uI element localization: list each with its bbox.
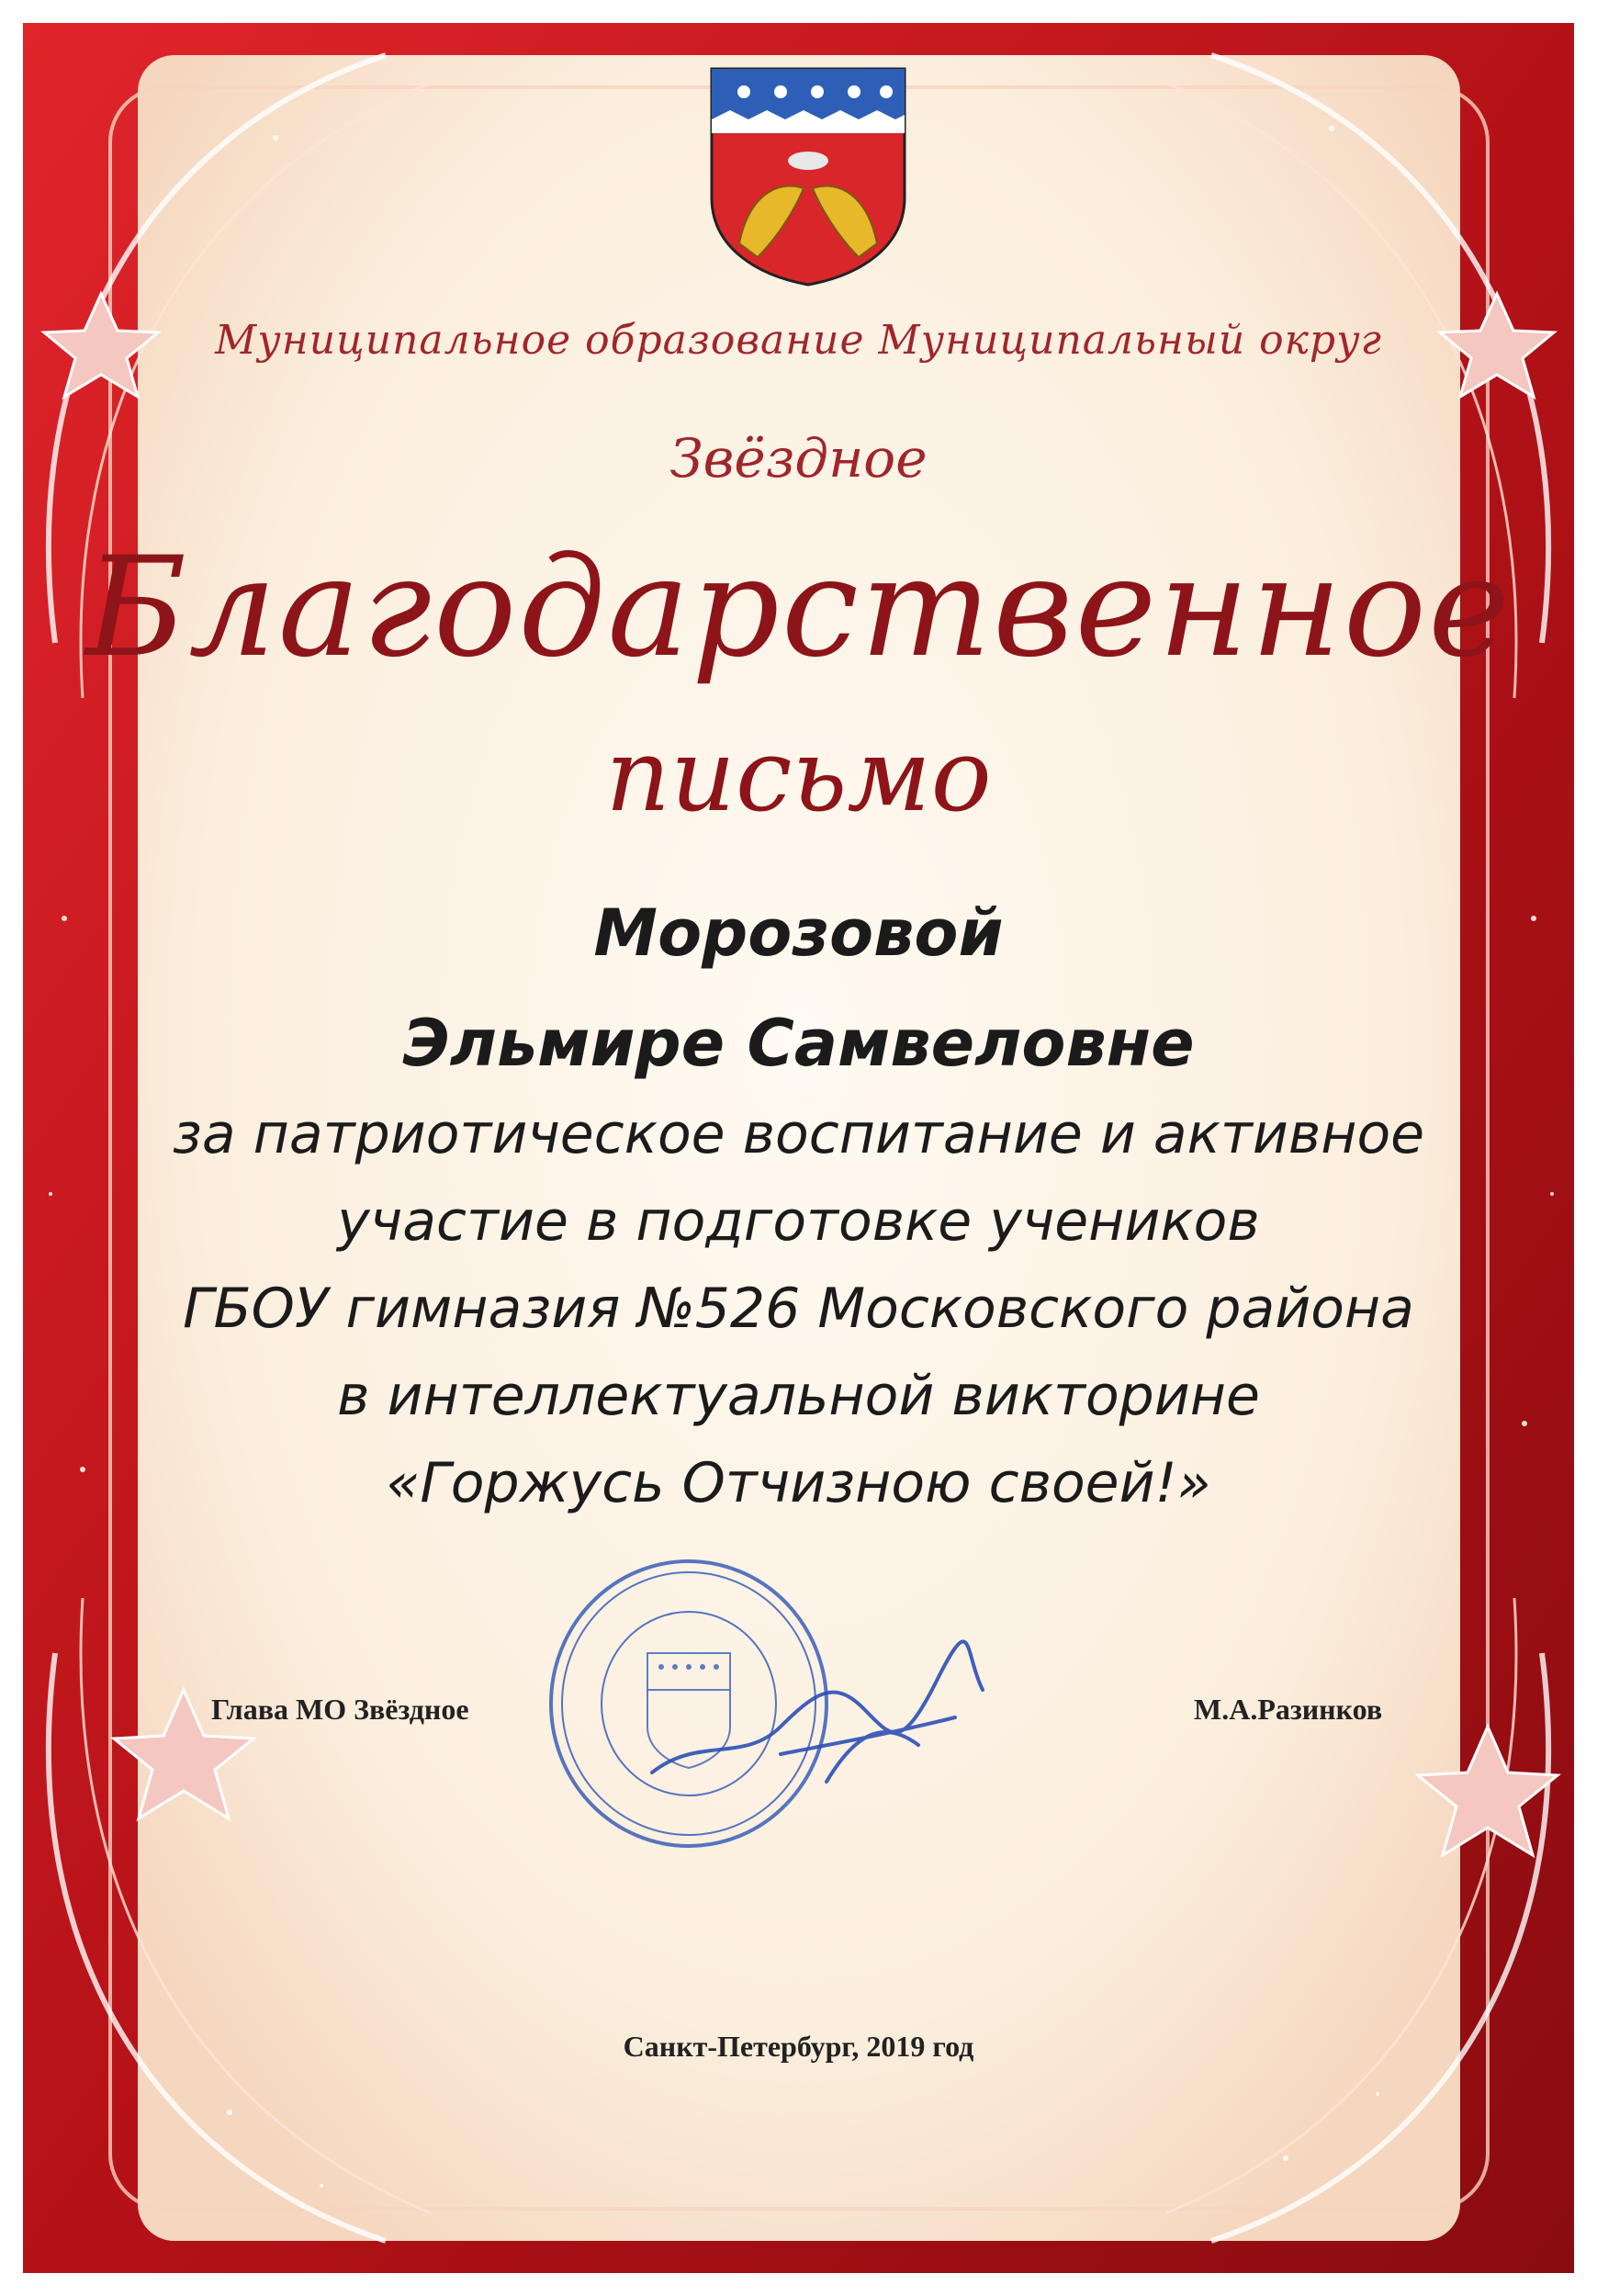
body-text-line: в интеллектуальной викторине	[337, 1364, 1260, 1428]
handwritten-signature	[643, 1626, 992, 1809]
document-title: Благодарственное	[85, 528, 1512, 688]
signer-position: Глава МО Звёздное	[211, 1693, 469, 1726]
coat-of-arms-emblem	[703, 60, 914, 289]
municipality-header: Муниципальное образование Муниципальный округ	[215, 317, 1382, 364]
body-text-line: ГБОУ гимназия №526 Московского района	[183, 1277, 1414, 1341]
place-and-year: Санкт-Петербург, 2019 год	[623, 2030, 974, 2063]
municipality-name: Звёздное	[669, 427, 928, 490]
body-text-line: «Горжусь Отчизною своей!»	[386, 1451, 1211, 1515]
recipient-name: Эльмире Самвеловне	[402, 1006, 1195, 1081]
body-text-line: участие в подготовке учеников	[337, 1189, 1260, 1254]
signer-name: М.А.Разинков	[1194, 1693, 1383, 1726]
document-subtitle: письмо	[605, 716, 992, 834]
recipient-surname: Морозовой	[593, 895, 1004, 971]
body-text-line: за патриотическое воспитание и активное	[172, 1102, 1425, 1166]
